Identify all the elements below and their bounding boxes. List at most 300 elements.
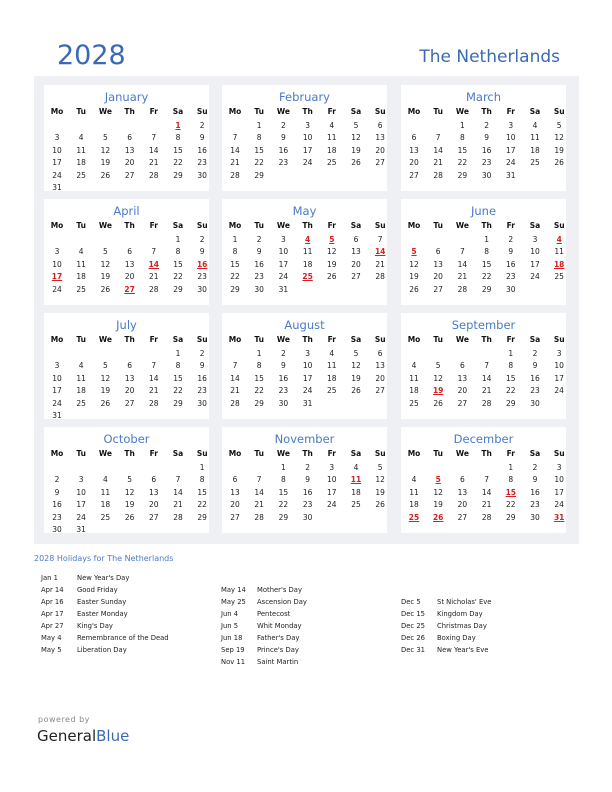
weekday-header: Tu — [254, 335, 264, 344]
weekday-header: Fr — [149, 335, 158, 344]
day-cell: 6 — [151, 475, 157, 485]
day-cell: 20 — [457, 386, 468, 396]
day-cell: 28 — [149, 398, 159, 408]
day-cell: 19 — [433, 500, 443, 510]
day-cell: 7 — [484, 361, 489, 371]
day-cell: 12 — [409, 259, 419, 269]
weekday-header: Tu — [254, 107, 264, 116]
holiday-date: Dec 31 — [401, 646, 425, 654]
day-cell: 7 — [484, 475, 489, 485]
day-cell: 19 — [554, 145, 564, 155]
weekday-header: We — [455, 221, 469, 230]
weekday-header: Su — [374, 107, 386, 116]
day-cell: 18 — [76, 158, 86, 168]
day-cell: 11 — [409, 373, 419, 383]
brand-logo[interactable] — [37, 727, 129, 745]
day-cell: 16 — [278, 145, 289, 155]
day-cell: 20 — [351, 259, 361, 269]
month-title: August — [284, 318, 325, 332]
day-cell: 5 — [103, 361, 108, 371]
holiday-name: St Nicholas' Eve — [437, 598, 492, 606]
day-cell: 3 — [329, 463, 335, 472]
day-cell: 3 — [78, 475, 84, 485]
day-cell: 16 — [278, 373, 289, 383]
day-cell: 13 — [149, 487, 159, 497]
day-cell: 6 — [127, 361, 132, 371]
holiday-day-cell: 27 — [124, 284, 135, 294]
day-cell: 7 — [151, 247, 157, 257]
month-september — [401, 313, 566, 419]
day-cell: 3 — [556, 349, 562, 358]
holiday-column — [221, 586, 307, 670]
day-cell: 8 — [232, 247, 238, 257]
day-cell: 25 — [76, 284, 86, 294]
weekday-header: Su — [553, 107, 565, 116]
day-cell: 10 — [554, 475, 564, 485]
holiday-day-cell: 25 — [302, 272, 313, 282]
day-cell: 25 — [76, 170, 86, 180]
weekday-header: Th — [481, 221, 492, 230]
holiday-day-cell: 5 — [329, 235, 335, 244]
month-title: February — [279, 90, 330, 104]
day-cell: 11 — [327, 133, 337, 143]
day-cell: 27 — [124, 398, 135, 408]
day-cell: 11 — [100, 487, 111, 497]
day-cell: 2 — [199, 349, 205, 358]
day-cell: 6 — [460, 475, 465, 485]
weekday-header: Mo — [50, 107, 64, 116]
weekday-header: Su — [196, 107, 208, 116]
day-cell: 26 — [409, 284, 419, 294]
day-cell: 18 — [100, 500, 111, 510]
day-cell: 29 — [173, 398, 183, 408]
day-cell: 29 — [254, 398, 264, 408]
day-cell: 10 — [327, 475, 337, 485]
day-cell: 30 — [254, 284, 264, 294]
holiday-date: Jun 4 — [221, 610, 239, 618]
weekday-header: Tu — [254, 221, 264, 230]
holiday-date: May 5 — [41, 646, 62, 654]
day-cell: 22 — [173, 386, 183, 396]
weekday-header: Th — [481, 107, 492, 116]
weekday-header: Fr — [327, 107, 336, 116]
day-cell: 1 — [175, 349, 181, 358]
day-cell: 30 — [506, 284, 516, 294]
month-march — [401, 85, 566, 191]
holiday-row — [221, 658, 307, 670]
holiday-date: May 4 — [41, 634, 62, 642]
day-cell: 29 — [173, 284, 183, 294]
day-cell: 24 — [302, 158, 313, 168]
day-cell: 26 — [100, 284, 111, 294]
holiday-name: Boxing Day — [437, 634, 476, 642]
day-cell: 15 — [254, 145, 264, 155]
holiday-row — [401, 598, 491, 610]
weekday-header: Su — [374, 335, 386, 344]
day-cell: 23 — [197, 386, 207, 396]
day-cell: 23 — [254, 272, 264, 282]
day-cell: 7 — [435, 133, 441, 143]
day-cell: 8 — [508, 475, 514, 485]
day-cell: 8 — [508, 361, 514, 371]
day-cell: 2 — [281, 349, 286, 358]
day-cell: 30 — [197, 284, 207, 294]
day-cell: 30 — [197, 170, 207, 180]
day-cell: 15 — [506, 373, 516, 383]
day-cell: 25 — [409, 398, 419, 408]
day-cell: 17 — [52, 158, 62, 168]
day-cell: 15 — [457, 145, 468, 155]
weekday-header: Fr — [327, 449, 336, 458]
weekday-header: Th — [124, 107, 135, 116]
day-cell: 29 — [254, 170, 264, 180]
holiday-day-cell: 4 — [304, 235, 311, 244]
holiday-row — [221, 622, 307, 634]
day-cell: 11 — [76, 373, 86, 383]
day-cell: 28 — [230, 398, 240, 408]
holiday-date: Jun 18 — [221, 634, 243, 642]
day-cell: 9 — [484, 133, 489, 143]
weekday-header: We — [98, 335, 112, 344]
holiday-row — [221, 634, 307, 646]
day-cell: 21 — [433, 158, 443, 168]
weekday-header: Mo — [228, 107, 242, 116]
day-cell: 3 — [508, 121, 514, 130]
day-cell: 17 — [506, 145, 516, 155]
day-cell: 2 — [256, 235, 262, 244]
holiday-date: Dec 15 — [401, 610, 425, 618]
weekday-header: Su — [553, 335, 565, 344]
weekday-header: We — [455, 107, 469, 116]
month-title: March — [465, 90, 502, 104]
day-cell: 3 — [54, 133, 60, 143]
day-cell: 2 — [484, 121, 489, 130]
day-cell: 27 — [375, 158, 385, 168]
day-cell: 5 — [103, 247, 108, 257]
weekday-header: Fr — [506, 449, 515, 458]
day-cell: 12 — [554, 133, 564, 143]
day-cell: 22 — [457, 158, 468, 168]
day-cell: 13 — [124, 373, 135, 383]
day-cell: 13 — [457, 487, 468, 497]
day-cell: 2 — [508, 235, 514, 244]
weekday-header: Mo — [407, 221, 421, 230]
day-cell: 14 — [149, 145, 159, 155]
holiday-day-cell: 14 — [148, 259, 160, 269]
day-cell: 20 — [230, 500, 240, 510]
weekday-header: Su — [374, 449, 386, 458]
day-cell: 17 — [302, 145, 313, 155]
weekday-header: Th — [124, 449, 135, 458]
day-cell: 5 — [377, 463, 383, 472]
day-cell: 10 — [278, 247, 289, 257]
day-cell: 7 — [175, 475, 181, 485]
holiday-day-cell: 5 — [411, 247, 417, 257]
day-cell: 3 — [54, 361, 60, 371]
weekday-header: Sa — [529, 221, 541, 230]
day-cell: 8 — [175, 247, 181, 257]
weekday-header: Th — [302, 107, 313, 116]
day-cell: 11 — [302, 247, 313, 257]
day-cell: 18 — [409, 386, 419, 396]
day-cell: 17 — [530, 259, 540, 269]
day-cell: 10 — [302, 361, 313, 371]
holiday-row — [221, 646, 307, 658]
day-cell: 16 — [254, 259, 264, 269]
month-title: December — [453, 432, 514, 446]
day-cell: 18 — [327, 373, 337, 383]
day-cell: 19 — [375, 487, 385, 497]
weekday-header: Sa — [172, 107, 184, 116]
holiday-name: Christmas Day — [437, 622, 487, 630]
day-cell: 7 — [232, 133, 238, 143]
day-cell: 18 — [76, 386, 86, 396]
day-cell: 23 — [302, 500, 313, 510]
holiday-row — [401, 646, 491, 658]
day-cell: 14 — [481, 373, 492, 383]
day-cell: 4 — [329, 121, 335, 130]
day-cell: 11 — [409, 487, 419, 497]
day-cell: 24 — [52, 170, 62, 180]
day-cell: 23 — [197, 158, 207, 168]
day-cell: 20 — [124, 386, 135, 396]
day-cell: 14 — [433, 145, 443, 155]
day-cell: 24 — [530, 272, 540, 282]
day-cell: 4 — [78, 361, 84, 371]
month-february — [222, 85, 387, 191]
day-cell: 19 — [409, 272, 419, 282]
day-cell: 24 — [302, 386, 313, 396]
day-cell: 3 — [556, 463, 562, 472]
day-cell: 16 — [52, 500, 62, 510]
day-cell: 29 — [278, 512, 289, 522]
day-cell: 23 — [530, 500, 540, 510]
day-cell: 19 — [100, 272, 111, 282]
weekday-header: We — [98, 449, 112, 458]
day-cell: 7 — [151, 133, 157, 143]
day-cell: 28 — [457, 284, 468, 294]
day-cell: 13 — [124, 259, 135, 269]
month-october — [44, 427, 209, 533]
holiday-name: Father's Day — [257, 634, 300, 642]
day-cell: 10 — [76, 487, 86, 497]
day-cell: 20 — [409, 158, 419, 168]
day-cell: 27 — [124, 170, 135, 180]
day-cell: 24 — [327, 500, 337, 510]
day-cell: 12 — [327, 247, 337, 257]
day-cell: 19 — [351, 145, 361, 155]
month-title: October — [103, 432, 150, 446]
day-cell: 4 — [78, 133, 84, 143]
day-cell: 14 — [230, 373, 240, 383]
day-cell: 5 — [556, 121, 562, 130]
day-cell: 2 — [199, 235, 205, 244]
day-cell: 13 — [409, 145, 419, 155]
holiday-name: Easter Monday — [77, 610, 128, 618]
holiday-name: Pentecost — [257, 610, 291, 618]
day-cell: 9 — [508, 247, 514, 257]
weekday-header: Th — [124, 335, 135, 344]
weekday-header: Tu — [433, 221, 443, 230]
weekday-header: Tu — [433, 449, 443, 458]
day-cell: 15 — [481, 259, 492, 269]
day-cell: 28 — [254, 512, 264, 522]
brand-first: General — [37, 727, 97, 745]
day-cell: 17 — [52, 386, 62, 396]
holiday-day-cell: 4 — [556, 235, 562, 244]
weekday-header: Su — [374, 221, 386, 230]
day-cell: 24 — [52, 284, 62, 294]
month-title: April — [113, 204, 140, 218]
holidays-title: 2028 Holidays for The Netherlands — [34, 554, 174, 563]
day-cell: 4 — [103, 475, 108, 485]
weekday-header: Sa — [350, 221, 362, 230]
weekday-header: Tu — [254, 449, 264, 458]
day-cell: 10 — [52, 145, 62, 155]
day-cell: 15 — [278, 487, 289, 497]
day-cell: 22 — [254, 386, 264, 396]
holiday-date: Nov 11 — [221, 658, 246, 666]
day-cell: 27 — [351, 272, 361, 282]
day-cell: 24 — [278, 272, 289, 282]
weekday-header: Sa — [529, 449, 541, 458]
day-cell: 13 — [375, 133, 385, 143]
holiday-name: Whit Monday — [257, 622, 302, 630]
day-cell: 22 — [173, 158, 183, 168]
day-cell: 6 — [460, 361, 465, 371]
day-cell: 26 — [351, 158, 361, 168]
day-cell: 27 — [149, 512, 159, 522]
holiday-row — [41, 598, 169, 610]
weekday-header: Sa — [172, 449, 184, 458]
day-cell: 6 — [435, 247, 441, 257]
weekday-header: Mo — [407, 449, 421, 458]
day-cell: 2 — [305, 463, 310, 472]
day-cell: 29 — [481, 284, 492, 294]
day-cell: 22 — [278, 500, 289, 510]
day-cell: 2 — [532, 463, 538, 472]
day-cell: 29 — [197, 512, 207, 522]
day-cell: 15 — [173, 259, 183, 269]
day-cell: 27 — [457, 512, 468, 522]
holiday-row — [41, 634, 169, 646]
day-cell: 2 — [54, 475, 60, 485]
weekday-header: Th — [481, 449, 492, 458]
weekday-header: Sa — [350, 335, 362, 344]
day-cell: 30 — [278, 398, 289, 408]
day-cell: 30 — [302, 512, 313, 522]
day-cell: 20 — [124, 272, 135, 282]
day-cell: 9 — [54, 487, 60, 497]
day-cell: 28 — [149, 170, 159, 180]
day-cell: 21 — [149, 272, 159, 282]
day-cell: 21 — [149, 386, 159, 396]
day-cell: 8 — [460, 133, 465, 143]
holiday-date: Sep 19 — [221, 646, 245, 654]
day-cell: 11 — [530, 133, 540, 143]
holiday-day-cell: 5 — [435, 475, 441, 485]
day-cell: 8 — [175, 133, 181, 143]
holiday-name: New Year's Day — [77, 574, 130, 582]
day-cell: 17 — [278, 259, 289, 269]
day-cell: 3 — [305, 121, 310, 130]
month-title: June — [470, 204, 497, 218]
day-cell: 6 — [127, 247, 132, 257]
day-cell: 10 — [530, 247, 540, 257]
day-cell: 1 — [281, 463, 286, 472]
holiday-day-cell: 17 — [51, 272, 63, 282]
day-cell: 21 — [230, 158, 240, 168]
day-cell: 25 — [351, 500, 361, 510]
weekday-header: Mo — [228, 335, 242, 344]
holiday-row — [41, 574, 169, 586]
day-cell: 31 — [302, 398, 313, 408]
day-cell: 19 — [327, 259, 337, 269]
month-december — [401, 427, 566, 533]
day-cell: 1 — [508, 349, 514, 358]
day-cell: 14 — [481, 487, 492, 497]
day-cell: 16 — [302, 487, 313, 497]
weekday-header: Tu — [433, 335, 443, 344]
weekday-header: Fr — [149, 221, 158, 230]
day-cell: 9 — [281, 361, 286, 371]
weekday-header: Mo — [228, 449, 242, 458]
holiday-date: Jun 5 — [221, 622, 239, 630]
day-cell: 17 — [302, 373, 313, 383]
holiday-row — [221, 598, 307, 610]
weekday-header: Sa — [350, 449, 362, 458]
weekday-header: Su — [196, 449, 208, 458]
weekday-header: Fr — [149, 107, 158, 116]
day-cell: 7 — [232, 361, 238, 371]
weekday-header: We — [276, 221, 290, 230]
day-cell: 28 — [149, 284, 159, 294]
day-cell: 13 — [124, 145, 135, 155]
day-cell: 1 — [232, 235, 238, 244]
day-cell: 24 — [506, 158, 516, 168]
day-cell: 21 — [457, 272, 468, 282]
holiday-day-cell: 15 — [505, 487, 517, 497]
month-title: September — [451, 318, 516, 332]
day-cell: 29 — [506, 398, 516, 408]
holiday-row — [221, 610, 307, 622]
day-cell: 24 — [76, 512, 86, 522]
day-cell: 30 — [481, 170, 492, 180]
month-november — [222, 427, 387, 533]
month-august — [222, 313, 387, 419]
day-cell: 19 — [100, 158, 111, 168]
day-cell: 5 — [353, 349, 359, 358]
day-cell: 23 — [197, 272, 207, 282]
weekday-header: Mo — [407, 335, 421, 344]
day-cell: 12 — [351, 361, 361, 371]
holiday-day-cell: 16 — [196, 259, 208, 269]
month-july — [44, 313, 209, 419]
holiday-day-cell: 26 — [432, 512, 444, 522]
day-cell: 25 — [530, 158, 540, 168]
day-cell: 8 — [256, 361, 262, 371]
day-cell: 6 — [377, 121, 383, 130]
holiday-day-cell: 11 — [350, 475, 362, 485]
holiday-day-cell: 31 — [553, 512, 565, 522]
day-cell: 16 — [530, 487, 540, 497]
day-cell: 8 — [484, 247, 489, 257]
day-cell: 28 — [481, 398, 492, 408]
holiday-name: Prince's Day — [257, 646, 299, 654]
holiday-date: Dec 5 — [401, 598, 421, 606]
day-cell: 12 — [433, 487, 443, 497]
day-cell: 22 — [506, 386, 516, 396]
